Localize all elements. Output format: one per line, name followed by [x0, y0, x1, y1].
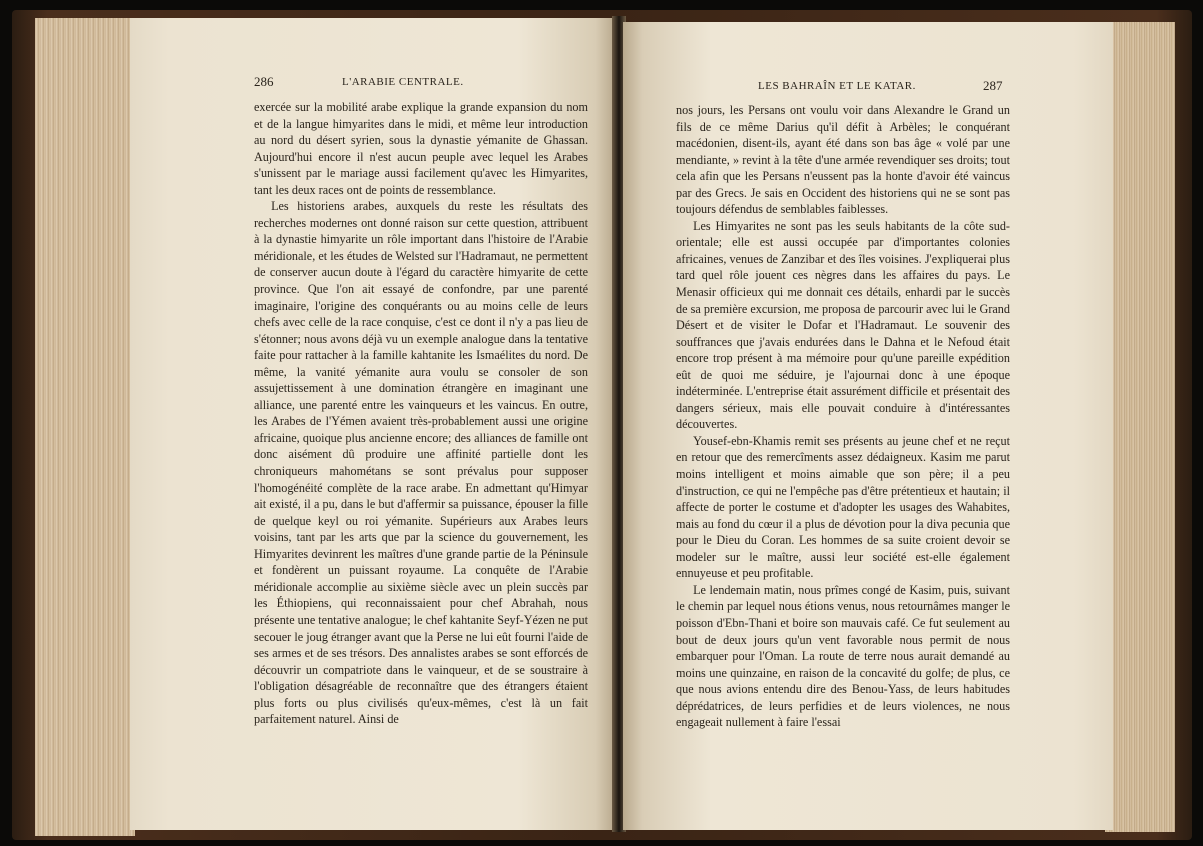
body-text [676, 102, 1010, 731]
paragraph: Yousef-ebn-Khamis remit ses présents au jeune chef et ne reçut en retour que des remercîments assez dédaigneux. Kasim me parut moins intelligent et moins aimable que son père; il a peu d'instruction, ce qui ne l'empêche pas d'être prétentieux et hautain; il affecte de porter le costume et d'adopter les usages des Wahabites, mais au fond du cœur il a plus de dévotion pour la diva pecunia que pour le Dieu du Coran. Les hommes de sa suite croient devoir se modeler sur le maître, aussi leur société est-elle également ennuyeuse et peu profitable. [676, 433, 1010, 581]
page-number: 286 [254, 74, 274, 89]
page-number: 287 [983, 78, 1003, 93]
running-head: L'ARABIE CENTRALE. [342, 76, 464, 88]
body-text [254, 99, 588, 728]
paragraph: Les historiens arabes, auxquels du reste les résultats des recherches modernes ont donné raison sur cette question, attribuent à la dynastie himyarite un rôle important dans l'histoire de l'Arabie méridionale, et les études de Welsted sur l'Hadramaut, ne permettent de conserver aucun doute à l'égard du caractère himyarite de cette province. Que l'on ait essayé de confondre, par une parenté imaginaire, l'origine des conquérants ou au moins celle de leurs chefs avec celle de la race conquise, c'est ce dont il n'y a pas lieu de s'étonner; nous avons déjà vu un exemple analogue dans la tentative faite pour rattacher à la famille kahtanite les Ismaélites du nord. De même, la vanité yémanite aura voulu se consoler de son assujettissement à une domination étrangère en imaginant une alliance, une parenté entre les vainqueurs et les vaincus. En outre, les Arabes de l'Yémen avaient très-probablement aussi une origine africaine, quoique plus ancienne encore; des alliances de famille ont donc aisément dû produire une affinité partielle dont les chroniqueurs mahométans se sont prévalus pour supposer l'homogénéité complète de la race arabe. En admettant qu'Himyar ait existé, il a pu, dans le but d'affermir sa puissance, épouser la fille de quelque keyl ou roi yémanite. Supérieurs aux Arabes leurs voisins, tant par les arts que par la science du gouvernement, les Himyarites devinrent les maîtres d'une grande partie de la Péninsule et fondèrent un puissant royaume. La conquête de l'Arabie méridionale accomplie au sixième siècle avec un plein succès par les Éthiopiens, qui reconnaissaient pour chef Abrahah, nous présente une tentative analogue; le chef kahtanite Seyf-Yézen ne put secouer le joug étranger avant que la Perse ne lui eût fourni l'aide de ses armes et de ses trésors. Des annalistes arabes se sont efforcés de découvrir un compatriote dans le vainqueur, et de se soustraire à l'obligation désagréable de reconnaître que des étrangers étaient plus forts ou plus civilisés qu'eux-mêmes, c'est là un fait parfaitement naturel. Ainsi de [254, 199, 588, 727]
paragraph: Les Himyarites ne sont pas les seuls habitants de la côte sud-orientale; elle est aussi occupée par d'importantes colonies africaines, venues de Zanzibar et des îles voisines. J'expliquerai plus tard quel rôle jouent ces nègres dans les affaires du pays. Le Menasir officieux qui me donnait ces détails, enhardi par le succès de sa première excursion, me proposa de parcourir avec lui le Grand Désert et de visiter le Dofar et l'Hadramaut. Le souvenir des souffrances que j'avais endurées dans le Dahna et le Nefoud était encore trop présent à ma mémoire pour qu'une pareille expédition eût de quoi me séduire, je l'ajournai donc à une époque indéterminée. L'entreprise était assurément difficile et présentait des dangers sérieux, mais elle pouvait conduire à d'intéressantes découvertes. [676, 218, 1010, 432]
left-page [130, 18, 615, 830]
paragraph: Le lendemain matin, nous prîmes congé de Kasim, puis, suivant le chemin par lequel nous étions venus, nous retournâmes manger le poisson d'Ebn-Thani et boire son mauvais café. Ce fut seulement au bout de deux jours qu'un vent favorable nous permit de nous embarquer pour l'Oman. La route de terre nous aurait demandé au moins une quinzaine, en raison de la concavité du golfe; de plus, ce que nous avions entendu dire des Benou-Yass, de leurs habitudes déprédatrices, de leurs perfidies et de leurs violences, ne nous engageait nullement à faire l'essai [676, 582, 1010, 730]
page-edges-right [1105, 22, 1175, 832]
paragraph: nos jours, les Persans ont voulu voir dans Alexandre le Grand un fils de ce même Darius qu'il défit à Arbèles; le conquérant macédonien, disent-ils, ayant été dans son bas âge « volé par une mendiante, » revint à la tête d'une armée revendiquer ses droits; tout cela afin que les Persans n'eussent pas la honte d'avoir été vaincus par des Grecs. Je sais en Occident des historiens qui ne se sont pas toujours défendus de semblables faiblesses. [676, 103, 1010, 217]
paragraph: exercée sur la mobilité arabe explique la grande expansion du nom et de la langue himyarites dans le midi, et même leur introduction au nord du désert syrien, sous la dynastie yémanite de Ghassan. Aujourd'hui encore il n'est aucun peuple avec lequel les Arabes s'unissent par le mariage aussi facilement qu'avec les Himyarites, tant les deux races ont de points de ressemblance. [254, 100, 588, 197]
page-edges-left [35, 18, 135, 836]
right-page [623, 22, 1113, 830]
running-head: LES BAHRAÎN ET LE KATAR. [758, 80, 916, 92]
